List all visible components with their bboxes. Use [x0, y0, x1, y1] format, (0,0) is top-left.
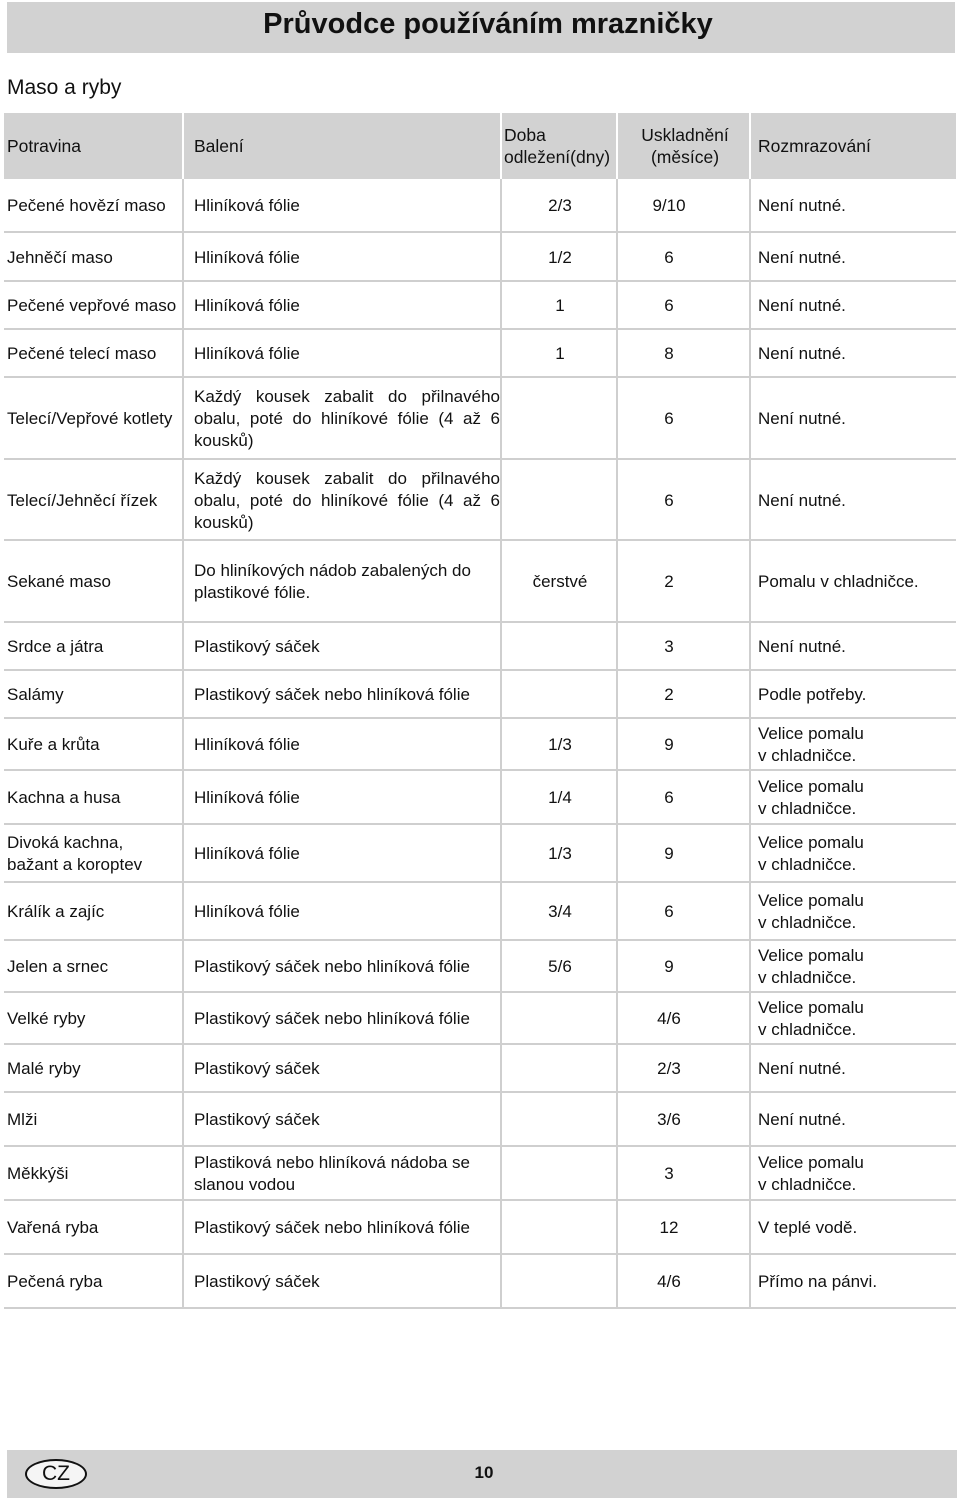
cell-thaw: Pomalu v chladničce. [758, 572, 919, 591]
cell-food: Mlži [7, 1110, 38, 1129]
cell-food: Pečené vepřové maso [7, 296, 177, 315]
cell-thaw: Není nutné. [758, 409, 846, 428]
cell-food: Jehněčí maso [7, 247, 113, 267]
cell-storage: 12 [659, 1218, 679, 1237]
cell-food: Králík a zajíc [7, 902, 105, 921]
cell-thaw: Velice pomalu v chladničce. [758, 724, 864, 765]
cell-storage: 6 [664, 296, 674, 315]
cell-storage: 6 [664, 788, 674, 807]
cell-packaging: Do hliníkových nádob zabalených do plastikové fólie. [194, 561, 471, 602]
section-title: Maso a ryby [7, 76, 122, 99]
cell-food: Kachna a husa [7, 788, 121, 807]
cell-food: Pečená ryba [7, 1272, 103, 1291]
cell-storage: 4/6 [657, 1272, 681, 1291]
cell-thaw: Není nutné. [758, 490, 846, 510]
cell-packaging: Hliníková fólie [194, 296, 300, 315]
cell-thaw: Velice pomalu v chladničce. [758, 777, 864, 818]
cell-food: Sekané maso [7, 572, 111, 591]
header-thaw: Rozmrazování [758, 136, 871, 156]
cell-storage: 9 [664, 844, 674, 863]
header-packaging: Balení [194, 136, 244, 156]
cell-thaw: Není nutné. [758, 296, 846, 315]
cell-rest: čerstvé [532, 572, 588, 591]
cell-storage: 4/6 [657, 1009, 681, 1028]
cell-rest [504, 1201, 616, 1255]
cell-food: Velké ryby [7, 1009, 86, 1028]
cell-rest: 1/3 [548, 735, 572, 754]
cell-packaging: Plastikový sáček [194, 1059, 320, 1078]
table-row [4, 1093, 956, 1147]
cell-rest [504, 671, 616, 719]
table-row [4, 825, 956, 883]
cell-food: Měkkýši [7, 1164, 69, 1183]
header-food: Potravina [7, 136, 81, 156]
cell-thaw: Velice pomalu v chladničce. [758, 998, 864, 1039]
table-row [4, 378, 956, 460]
cell-rest: 1/2 [548, 247, 572, 267]
cell-rest: 5/6 [548, 957, 572, 976]
cell-thaw: V teplé vodě. [758, 1218, 858, 1237]
cell-rest [504, 460, 616, 541]
cell-rest [504, 1147, 616, 1201]
table-row [4, 1045, 956, 1093]
table-row [4, 282, 956, 330]
cell-storage: 9/10 [652, 196, 686, 215]
table-row [4, 233, 956, 282]
cell-rest: 1 [555, 296, 565, 315]
title-bar [7, 2, 955, 53]
cell-packaging: Hliníková fólie [194, 844, 300, 863]
cell-packaging: Každý kousek zabalit do přilnavého obalu, poté do hliníkové fólie (4 až 6 kousků) [194, 468, 500, 532]
footer-bar [7, 1450, 957, 1498]
table-row [4, 1201, 956, 1255]
cell-thaw: Podle potřeby. [758, 685, 867, 704]
table-row [4, 541, 956, 623]
page-title: Průvodce používáním mrazničky [263, 8, 713, 40]
cell-packaging: Hliníková fólie [194, 247, 300, 267]
table-row [4, 941, 956, 993]
language-badge: CZ [25, 1459, 87, 1489]
cell-food: Vařená ryba [7, 1218, 99, 1237]
cell-food: Pečené telecí maso [7, 344, 157, 363]
cell-rest [504, 378, 616, 460]
cell-rest [504, 623, 616, 671]
cell-thaw: Není nutné. [758, 1110, 846, 1129]
cell-storage: 6 [664, 247, 674, 267]
cell-thaw: Není nutné. [758, 196, 846, 215]
cell-food: Kuře a krůta [7, 735, 100, 754]
table-row [4, 883, 956, 941]
cell-storage: 3/6 [657, 1110, 681, 1129]
cell-rest: 1/4 [548, 788, 572, 807]
cell-rest: 3/4 [548, 902, 572, 921]
cell-packaging: Plastikový sáček nebo hliníková fólie [194, 1218, 470, 1237]
cell-thaw: Velice pomalu v chladničce. [758, 891, 864, 932]
cell-storage: 8 [664, 344, 674, 363]
cell-thaw: Velice pomalu v chladničce. [758, 1153, 864, 1194]
cell-thaw: Není nutné. [758, 247, 846, 267]
table-row [4, 460, 956, 541]
table-header [4, 113, 956, 179]
cell-rest: 1 [555, 344, 565, 363]
cell-food: Srdce a játra [7, 637, 104, 656]
cell-packaging: Plastikový sáček [194, 637, 320, 656]
cell-packaging: Hliníková fólie [194, 735, 300, 754]
cell-thaw: Není nutné. [758, 1059, 846, 1078]
cell-food: Malé ryby [7, 1059, 81, 1078]
cell-thaw: Není nutné. [758, 344, 846, 363]
cell-thaw: Přímo na pánvi. [758, 1272, 878, 1291]
cell-rest [504, 1045, 616, 1093]
cell-storage: 3 [664, 637, 674, 656]
cell-packaging: Hliníková fólie [194, 788, 300, 807]
table-row [4, 771, 956, 825]
table-body [0, 179, 960, 1309]
cell-thaw: Není nutné. [758, 637, 846, 656]
cell-food: Salámy [7, 685, 64, 704]
table-row [4, 330, 956, 378]
cell-thaw: Velice pomalu v chladničce. [758, 946, 864, 987]
table-row [4, 179, 956, 233]
header-rest: Doba odležení(dny) [504, 125, 611, 167]
cell-rest [504, 1093, 616, 1147]
cell-storage: 9 [664, 735, 674, 754]
cell-packaging: Plastikový sáček nebo hliníková fólie [194, 957, 470, 976]
cell-storage: 6 [664, 490, 674, 510]
header-storage: Uskladnění (měsíce) [641, 125, 729, 167]
cell-packaging: Plastikový sáček [194, 1110, 320, 1129]
cell-storage: 6 [664, 409, 674, 428]
cell-packaging: Každý kousek zabalit do přilnavého obalu, poté do hliníkové fólie (4 až 6 kousků) [194, 387, 500, 450]
cell-packaging: Hliníková fólie [194, 902, 300, 921]
page-number: 10 [474, 1463, 494, 1482]
cell-packaging: Plastikový sáček nebo hliníková fólie [194, 685, 470, 704]
cell-packaging: Plastikový sáček nebo hliníková fólie [194, 1009, 470, 1028]
table-row [4, 1147, 956, 1201]
cell-rest [504, 1255, 616, 1309]
cell-thaw: Velice pomalu v chladničce. [758, 833, 864, 874]
cell-food: Telecí/Vepřové kotlety [7, 409, 173, 428]
table-row [4, 671, 956, 719]
cell-food: Divoká kachna, bažant a koroptev [7, 833, 143, 874]
table-row [4, 623, 956, 671]
cell-food: Telecí/Jehněcí řízek [7, 490, 158, 510]
table-row [4, 1255, 956, 1309]
cell-packaging: Hliníková fólie [194, 196, 300, 215]
freezer-table [0, 113, 960, 1309]
cell-storage: 2 [664, 685, 674, 704]
cell-rest: 1/3 [548, 844, 572, 863]
cell-packaging: Hliníková fólie [194, 344, 300, 363]
table-row [4, 719, 956, 771]
cell-storage: 2/3 [657, 1059, 681, 1078]
cell-storage: 9 [664, 957, 674, 976]
cell-storage: 3 [664, 1164, 674, 1183]
cell-packaging: Plastiková nebo hliníková nádoba se slanou vodou [194, 1153, 470, 1194]
cell-storage: 2 [664, 572, 674, 591]
cell-food: Pečené hovězí maso [7, 196, 166, 215]
cell-food: Jelen a srnec [7, 957, 109, 976]
cell-rest: 2/3 [548, 196, 572, 215]
cell-rest [504, 993, 616, 1045]
cell-packaging: Plastikový sáček [194, 1272, 320, 1291]
cell-storage: 6 [664, 902, 674, 921]
table-row [4, 993, 956, 1045]
